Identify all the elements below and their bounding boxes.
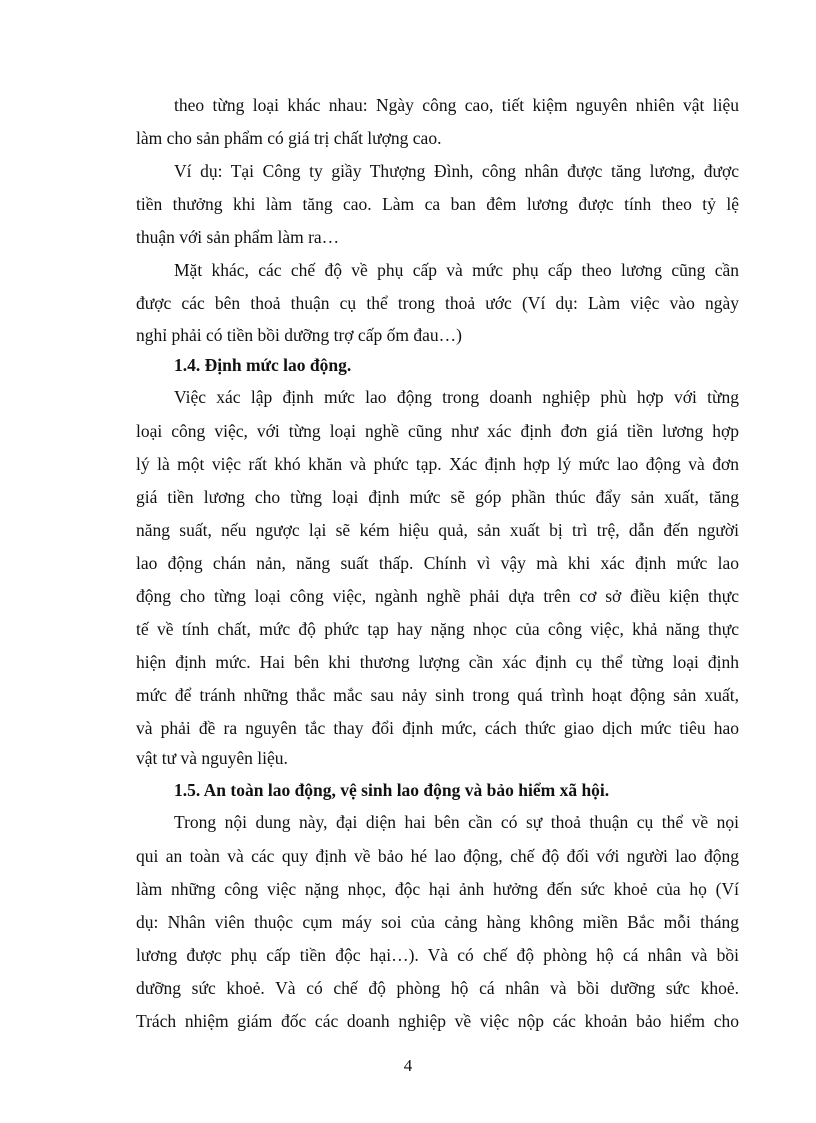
section-heading: 1.5. An toàn lao động, vệ sinh lao động và bảo hiểm xã hội.	[174, 780, 610, 800]
text-line: giá tiền lương cho từng loại định mức sẽ góp phần thúc đẩy sản xuất, tăng	[136, 487, 739, 507]
text-line: qui an toàn và các quy định về bảo hé lao động, chế độ đối với người lao động	[136, 846, 739, 866]
text-line: thuận với sản phẩm làm ra…	[136, 227, 340, 247]
text-line: dụ: Nhân viên thuộc cụm máy soi của cảng hàng không miền Bắc mỗi tháng	[136, 912, 739, 932]
text-line: được các bên thoả thuận cụ thể trong thoả ước (Ví dụ: Làm việc vào ngày	[136, 293, 739, 313]
text-line: vật tư và nguyên liệu.	[136, 748, 288, 768]
text-line: và phải đề ra nguyên tắc thay đổi định mức, cách thức giao dịch mức tiêu hao	[136, 718, 739, 738]
text-line: nghỉ phải có tiền bồi dưỡng trợ cấp ốm đau…)	[136, 325, 462, 345]
text-line: loại công việc, với từng loại nghề cũng như xác định đơn giá tiền lương hợp	[136, 421, 739, 441]
text-line: hiện định mức. Hai bên khi thương lượng cần xác định cụ thể từng loại định	[136, 652, 739, 672]
text-line: theo từng loại khác nhau: Ngày công cao, tiết kiệm nguyên nhiên vật liệu	[174, 95, 739, 115]
text-line: tiền thưởng khi làm tăng cao. Làm ca ban đêm lương được tính theo tỷ lệ	[136, 194, 739, 214]
text-line: lương được phụ cấp tiền độc hại…). Và có chế độ phòng hộ cá nhân và bồi	[136, 945, 739, 965]
text-line: Ví dụ: Tại Công ty giầy Thượng Đình, công nhân được tăng lương, được	[174, 161, 739, 181]
text-line: Trong nội dung này, đại diện hai bên cần có sự thoả thuận cụ thể về nọi	[174, 812, 739, 832]
text-line: dưỡng sức khoẻ. Và có chế độ phòng hộ cá nhân và bồi dưỡng sức khoẻ.	[136, 978, 739, 998]
text-line: động cho từng loại công việc, ngành nghề phải dựa trên cơ sở điều kiện thực	[136, 586, 739, 606]
text-line: Việc xác lập định mức lao động trong doanh nghiệp phù hợp với từng	[174, 387, 739, 407]
text-line: làm những công việc nặng nhọc, độc hại ảnh hưởng đến sức khoẻ của họ (Ví	[136, 879, 739, 899]
text-line: năng suất, nếu ngược lại sẽ kém hiệu quả, sản xuất bị trì trệ, dẫn đến người	[136, 520, 739, 540]
page-number: 4	[403, 1056, 413, 1075]
text-line: lý là một việc rất khó khăn và phức tạp. Xác định hợp lý mức lao động và đơn	[136, 454, 739, 474]
text-line: Trách nhiệm giám đốc các doanh nghiệp về việc nộp các khoản bảo hiểm cho	[136, 1011, 739, 1031]
text-line: mức để tránh những thắc mắc sau nảy sinh trong quá trình hoạt động sản xuất,	[136, 685, 739, 705]
text-line: lao động chán nản, năng suất thấp. Chính vì vậy mà khi xác định mức lao	[136, 553, 739, 573]
text-line: làm cho sản phẩm có giá trị chất lượng cao.	[136, 128, 442, 148]
text-line: Mặt khác, các chế độ về phụ cấp và mức phụ cấp theo lương cũng cần	[174, 260, 739, 280]
section-heading: 1.4. Định mức lao động.	[174, 355, 352, 375]
text-line: tế về tính chất, mức độ phức tạp hay nặng nhọc của công việc, khả năng thực	[136, 619, 739, 639]
